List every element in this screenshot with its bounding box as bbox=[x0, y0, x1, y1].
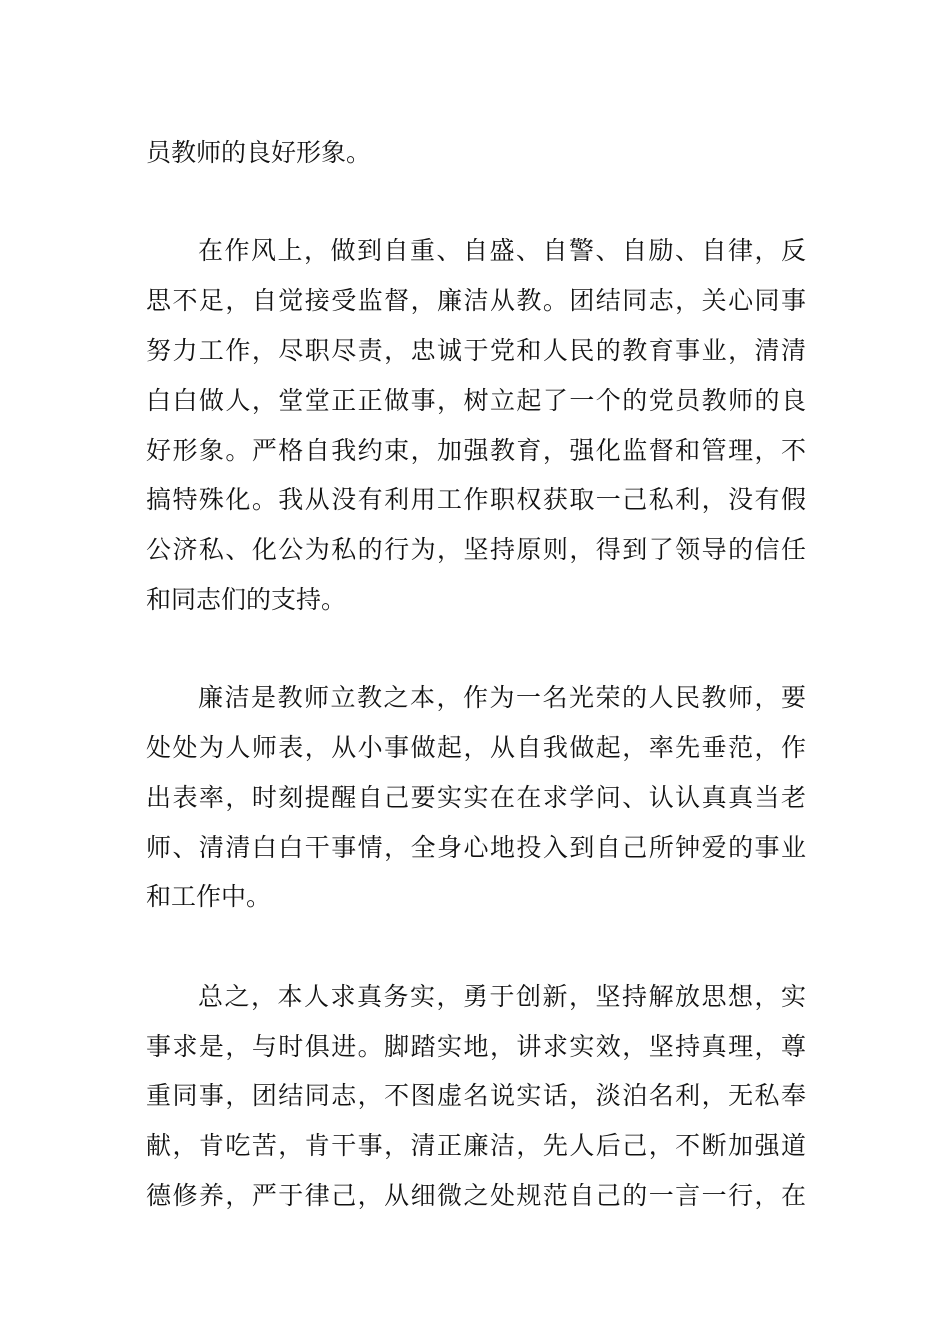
paragraph-2-line-7: 公济私、化公为私的行为，坚持原则，得到了领导的信任 bbox=[146, 535, 806, 564]
paragraph-3-line-5: 和工作中。 bbox=[146, 882, 272, 911]
paragraph-2-line-1: 在作风上，做到自重、自盛、自警、自励、自律，反 bbox=[198, 236, 806, 265]
paragraph-4-line-5: 德修养，严于律己，从细微之处规范自己的一言一行，在 bbox=[146, 1181, 806, 1210]
paragraph-2-line-3: 努力工作，尽职尽责，忠诚于党和人民的教育事业，清清 bbox=[146, 336, 806, 365]
paragraph-4-line-2: 事求是，与时俱进。脚踏实地，讲求实效，坚持真理，尊 bbox=[146, 1032, 806, 1061]
paragraph-3-line-4: 师、清清白白干事情，全身心地投入到自己所钟爱的事业 bbox=[146, 833, 806, 862]
paragraph-3-line-3: 出表率，时刻提醒自己要实实在在求学问、认认真真当老 bbox=[146, 783, 806, 812]
paragraph-4-line-4: 献，肯吃苦，肯干事，清正廉洁，先人后己，不断加强道 bbox=[146, 1131, 806, 1160]
paragraph-4-line-3: 重同事，团结同志，不图虚名说实话，淡泊名利，无私奉 bbox=[146, 1081, 806, 1110]
paragraph-4-line-1: 总之，本人求真务实，勇于创新，坚持解放思想，实 bbox=[198, 982, 806, 1011]
paragraph-2-line-5: 好形象。严格自我约束，加强教育，强化监督和管理，不 bbox=[146, 436, 806, 465]
paragraph-3-line-2: 处处为人师表，从小事做起，从自我做起，率先垂范，作 bbox=[146, 733, 806, 762]
paragraph-2-line-4: 白白做人，堂堂正正做事，树立起了一个的党员教师的良 bbox=[146, 386, 806, 415]
paragraph-2-line-6: 搞特殊化。我从没有利用工作职权获取一己私利，没有假 bbox=[146, 485, 806, 514]
paragraph-2-line-8: 和同志们的支持。 bbox=[146, 585, 347, 614]
paragraph-1-line-1: 员教师的良好形象。 bbox=[146, 138, 372, 167]
paragraph-3-line-1: 廉洁是教师立教之本，作为一名光荣的人民教师，要 bbox=[198, 683, 806, 712]
paragraph-2-line-2: 思不足，自觉接受监督，廉洁从教。团结同志，关心同事 bbox=[146, 286, 806, 315]
